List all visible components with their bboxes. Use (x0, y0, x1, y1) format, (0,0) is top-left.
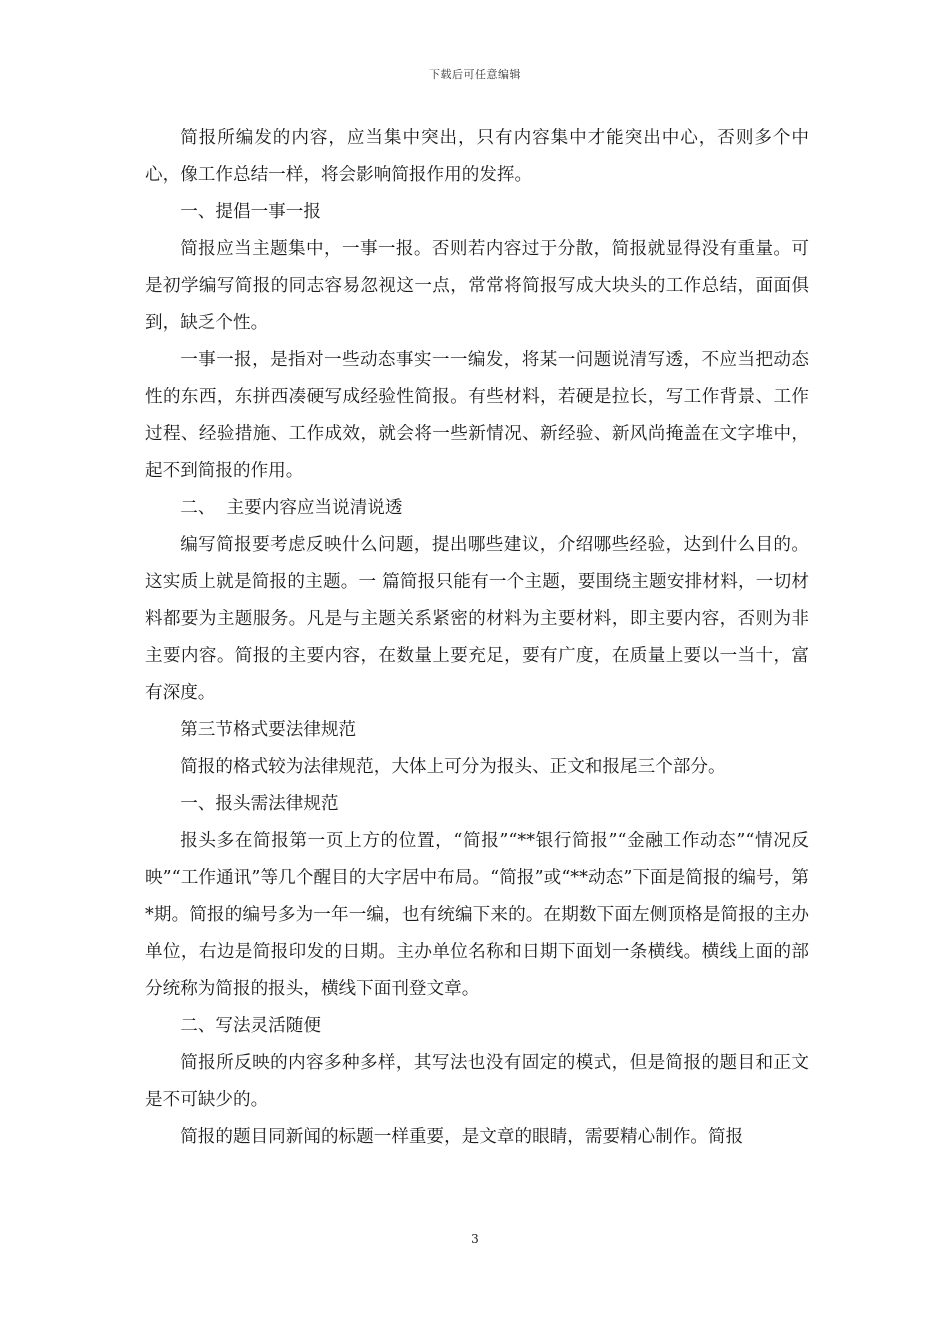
document-body (145, 120, 809, 1156)
body-paragraph: 一事一报，是指对一些动态事实一一编发，将某一问题说清写透，不应当把动态性的东西，东拼西凑硬写成经验性简报。有些材料，若硬是拉长，写工作背景、工作过程、经验措施、工作成效，就会将一些新情况、新经验、新风尚掩盖在文字堆中，起不到简报的作用。 (145, 350, 809, 481)
section-heading: 一、报头需法律规范 (180, 794, 339, 814)
body-paragraph: 简报应当主题集中，一事一报。否则若内容过于分散，简报就显得没有重量。可是初学编写简报的同志容易忽视这一点，常常将简报写成大块头的工作总结，面面俱到，缺乏个性。 (145, 239, 809, 333)
section-heading: 二、 主要内容应当说清说透 (180, 498, 403, 518)
section-heading: 二、写法灵活随便 (180, 1016, 321, 1036)
page-header: 下载后可任意编辑 (429, 68, 521, 81)
body-paragraph: 简报的格式较为法律规范，大体上可分为报头、正文和报尾三个部分。 (180, 757, 726, 777)
body-paragraph: 简报所反映的内容多种多样，其写法也没有固定的模式，但是简报的题目和正文是不可缺少的。 (145, 1053, 809, 1110)
body-paragraph: 编写简报要考虑反映什么问题，提出哪些建议，介绍哪些经验，达到什么目的。这实质上就是简报的主题。一 篇简报只能有一个主题，要围绕主题安排材料，一切材料都要为主题服务。凡是与主题关系紧密的材料为主要材料，即主要内容，否则为非主要内容。简报的主要内容，在数量上要充足，要有广度，在质量上要以一当十，富有深度。 (145, 535, 809, 703)
body-paragraph: 简报的题目同新闻的标题一样重要，是文章的眼睛，需要精心制作。简报 (180, 1127, 744, 1147)
page-number: 3 (471, 1232, 479, 1246)
section-heading: 一、提倡一事一报 (180, 202, 321, 222)
body-paragraph: 简报所编发的内容，应当集中突出，只有内容集中才能突出中心，否则多个中心，像工作总结一样，将会影响简报作用的发挥。 (145, 128, 809, 185)
body-paragraph: 报头多在简报第一页上方的位置，“简报”“**银行简报”“金融工作动态”“情况反映”“工作通讯”等几个醒目的大字居中布局。“简报”或“**动态”下面是简报的编号，第*期。简报的编号多为一年一编，也有统编下来的。在期数下面左侧顶格是简报的主办单位，右边是简报印发的日期。主办单位名称和日期下面划一条横线。横线上面的部分统称为简报的报头，横线下面刊登文章。 (145, 831, 809, 999)
section-heading: 第三节格式要法律规范 (180, 720, 357, 740)
